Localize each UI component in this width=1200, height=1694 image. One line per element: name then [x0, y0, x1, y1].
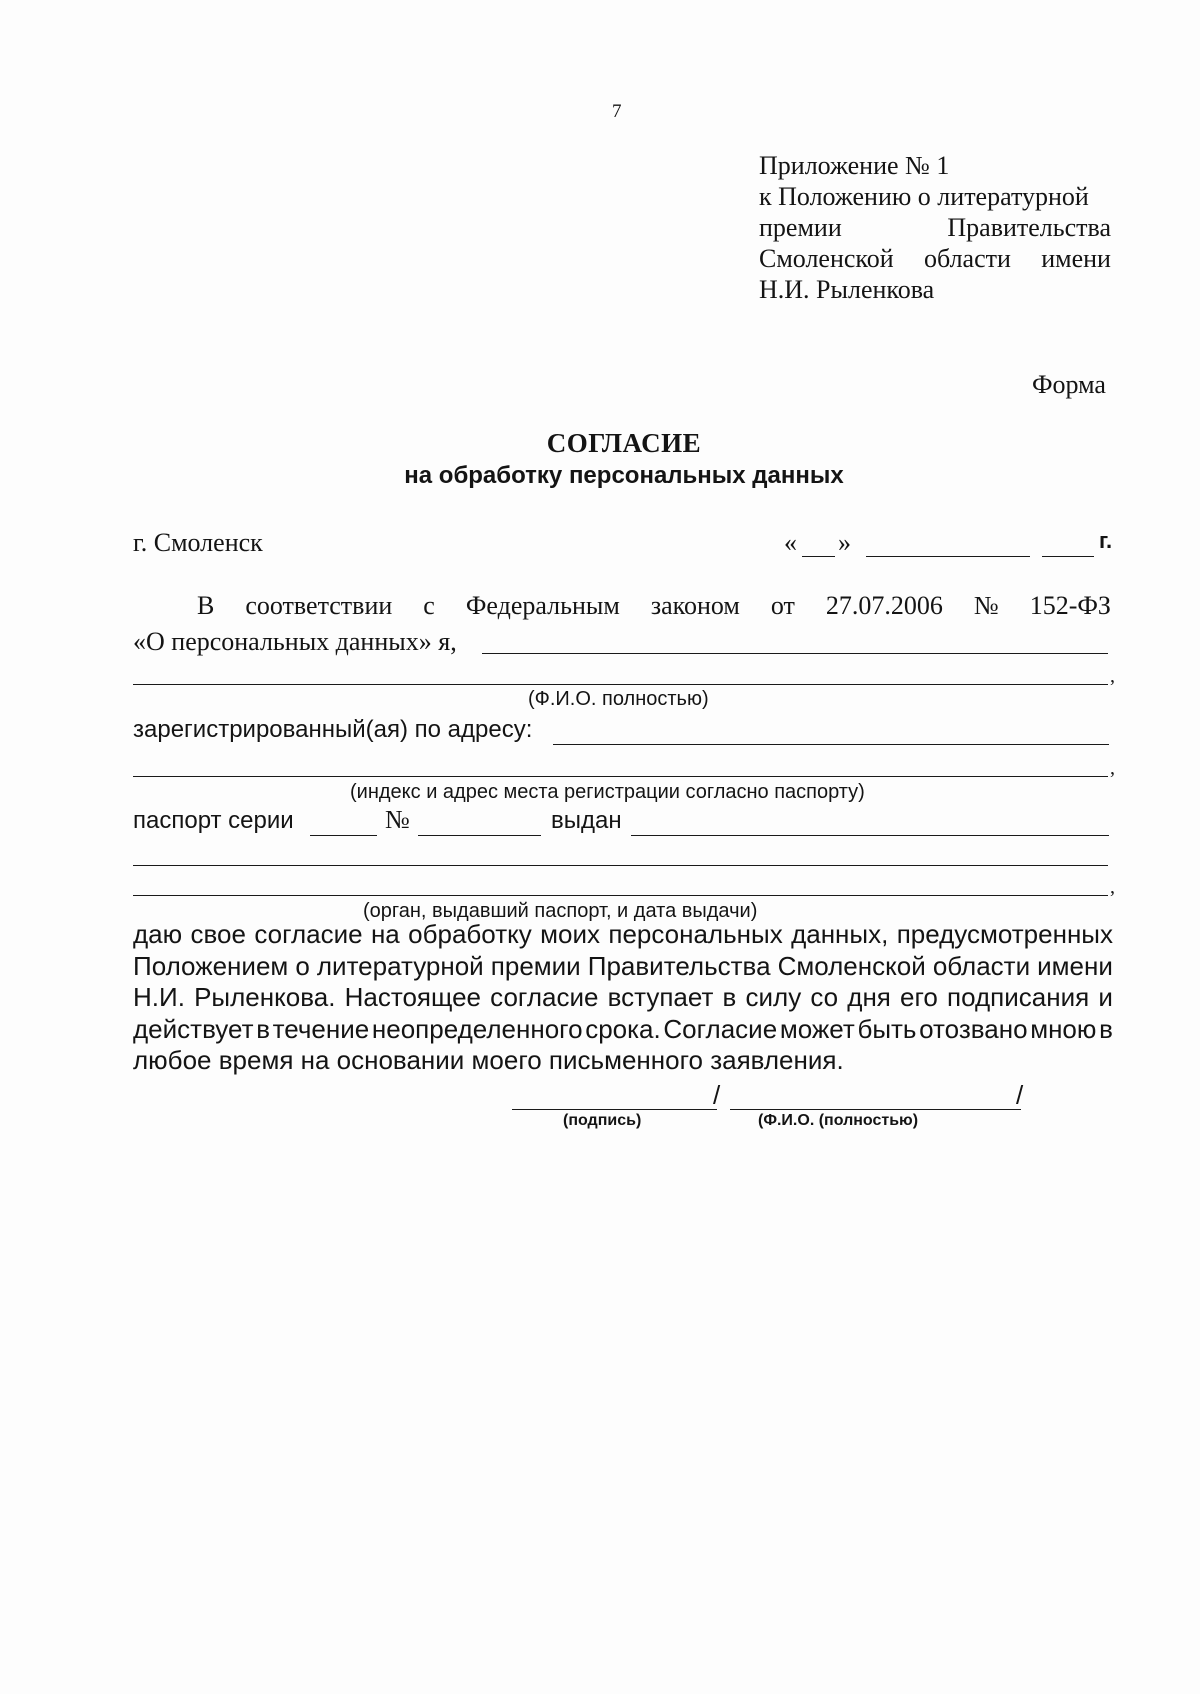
appendix-word: Правительства	[947, 213, 1111, 242]
appendix-line	[759, 212, 1111, 243]
issuer-field-line-2[interactable]	[133, 865, 1108, 866]
issuer-hint: (орган, выдавший паспорт, и дата выдачи)	[363, 900, 758, 922]
consent-word: со	[810, 982, 839, 1012]
consent-word: имени	[1037, 950, 1113, 981]
consent-word: моих	[540, 919, 600, 949]
consent-word: Н.И.	[133, 982, 185, 1012]
consent-line	[133, 951, 1113, 983]
consent-word: дня	[847, 982, 891, 1012]
consent-line	[133, 919, 1113, 951]
signature-fio-field[interactable]	[730, 1109, 1021, 1110]
consent-word: Смоленской	[777, 950, 926, 981]
consent-word: данных,	[791, 919, 889, 949]
issuer-field-line-3[interactable]	[133, 895, 1108, 896]
consent-word: Согласие	[663, 1013, 778, 1044]
consent-word: его	[900, 982, 938, 1012]
slash-divider: /	[713, 1080, 721, 1110]
signature-fio-hint: (Ф.И.О. (полностью)	[758, 1112, 919, 1129]
form-label: Форма	[1032, 370, 1106, 399]
month-field[interactable]	[866, 556, 1030, 557]
consent-word: Настоящее	[344, 982, 482, 1012]
address-hint: (индекс и адрес места регистрации согласно паспорту)	[350, 781, 865, 803]
consent-word: о	[295, 950, 310, 981]
consent-word: в	[256, 1013, 270, 1044]
consent-word: Правительства	[587, 950, 771, 981]
consent-word: свое	[190, 919, 246, 949]
consent-word: премии	[490, 950, 581, 981]
appendix-word: области	[923, 244, 1011, 273]
address-field[interactable]	[553, 744, 1109, 745]
day-field[interactable]	[802, 556, 835, 557]
consent-word: неопределенного	[371, 1013, 583, 1044]
intro-word: 27.07.2006	[825, 591, 943, 620]
consent-word: на	[370, 919, 400, 949]
intro-word: Федеральным	[465, 591, 620, 620]
signature-hint: (подпись)	[563, 1112, 642, 1129]
consent-word: персональных	[608, 919, 783, 949]
passport-number-sign: №	[385, 805, 410, 834]
fio-hint: (Ф.И.О. полностью)	[528, 688, 709, 710]
consent-word: мною	[1030, 1013, 1097, 1044]
page-number: 7	[612, 101, 622, 122]
date-close-quote: »	[838, 528, 851, 557]
fio-field-continued[interactable]	[133, 684, 1108, 685]
passport-series-field[interactable]	[310, 835, 377, 836]
consent-word: вступает	[607, 982, 714, 1012]
address-label: зарегистрированный(ая) по адресу:	[133, 716, 533, 743]
intro-line-2: «О персональных данных» я,	[133, 627, 457, 656]
appendix-line: к Положению о литературной	[759, 182, 1089, 211]
appendix-block	[759, 150, 1111, 305]
slash-divider: /	[1016, 1080, 1024, 1110]
consent-paragraph	[133, 919, 1113, 1077]
city-label: г. Смоленск	[133, 528, 263, 557]
issuer-field[interactable]	[631, 835, 1109, 836]
intro-line	[197, 591, 1111, 621]
consent-word: в	[722, 982, 737, 1012]
appendix-line: Н.И. Рыленкова	[759, 275, 935, 304]
comma: ,	[1110, 876, 1115, 898]
passport-label: паспорт серии	[133, 807, 294, 834]
consent-word: быть	[857, 1013, 917, 1044]
document-title: СОГЛАСИЕ	[546, 428, 702, 458]
date-open-quote: «	[784, 528, 797, 557]
consent-word: течение	[272, 1013, 370, 1044]
appendix-line	[759, 243, 1111, 274]
intro-word: №	[973, 591, 999, 620]
comma: ,	[1110, 757, 1115, 779]
consent-word: силу	[745, 982, 802, 1012]
year-field[interactable]	[1042, 556, 1094, 557]
consent-word: даю	[133, 919, 183, 949]
comma: ,	[1110, 665, 1115, 687]
consent-line: любое время на основании моего письменного заявления.	[133, 1045, 844, 1075]
signature-field[interactable]	[512, 1109, 717, 1110]
consent-line	[133, 1014, 1113, 1046]
consent-word: в	[1099, 1013, 1113, 1044]
appendix-word: Смоленской	[759, 244, 894, 273]
address-field-continued[interactable]	[133, 776, 1108, 777]
consent-word: Положением	[133, 950, 289, 981]
intro-word: с	[423, 591, 435, 620]
consent-word: срока.	[585, 1013, 661, 1044]
consent-word: области	[932, 950, 1031, 981]
consent-word: обработку	[408, 919, 532, 949]
consent-word: Рыленкова.	[194, 982, 336, 1012]
consent-word: может	[779, 1013, 855, 1044]
consent-word: отозвано	[919, 1013, 1028, 1044]
appendix-word: имени	[1041, 244, 1111, 273]
appendix-word: премии	[759, 213, 842, 242]
consent-word: подписания	[947, 982, 1090, 1012]
consent-word: согласие	[490, 982, 599, 1012]
consent-word: действует	[133, 1013, 254, 1044]
consent-word: и	[1098, 982, 1113, 1012]
consent-line	[133, 982, 1113, 1014]
consent-word: предусмотренных	[896, 919, 1113, 949]
intro-word: 152-ФЗ	[1029, 591, 1111, 620]
intro-word: соответствии	[245, 591, 393, 620]
fio-field[interactable]	[482, 653, 1108, 654]
intro-word: В	[197, 591, 215, 620]
consent-word: литературной	[316, 950, 484, 981]
consent-word: согласие	[254, 919, 363, 949]
document-subtitle: на обработку персональных данных	[404, 462, 844, 489]
intro-word: от	[770, 591, 795, 620]
intro-word: законом	[650, 591, 740, 620]
appendix-line: Приложение № 1	[759, 151, 950, 180]
year-suffix: г.	[1099, 528, 1113, 553]
issued-label: выдан	[551, 807, 622, 834]
passport-number-field[interactable]	[418, 835, 541, 836]
